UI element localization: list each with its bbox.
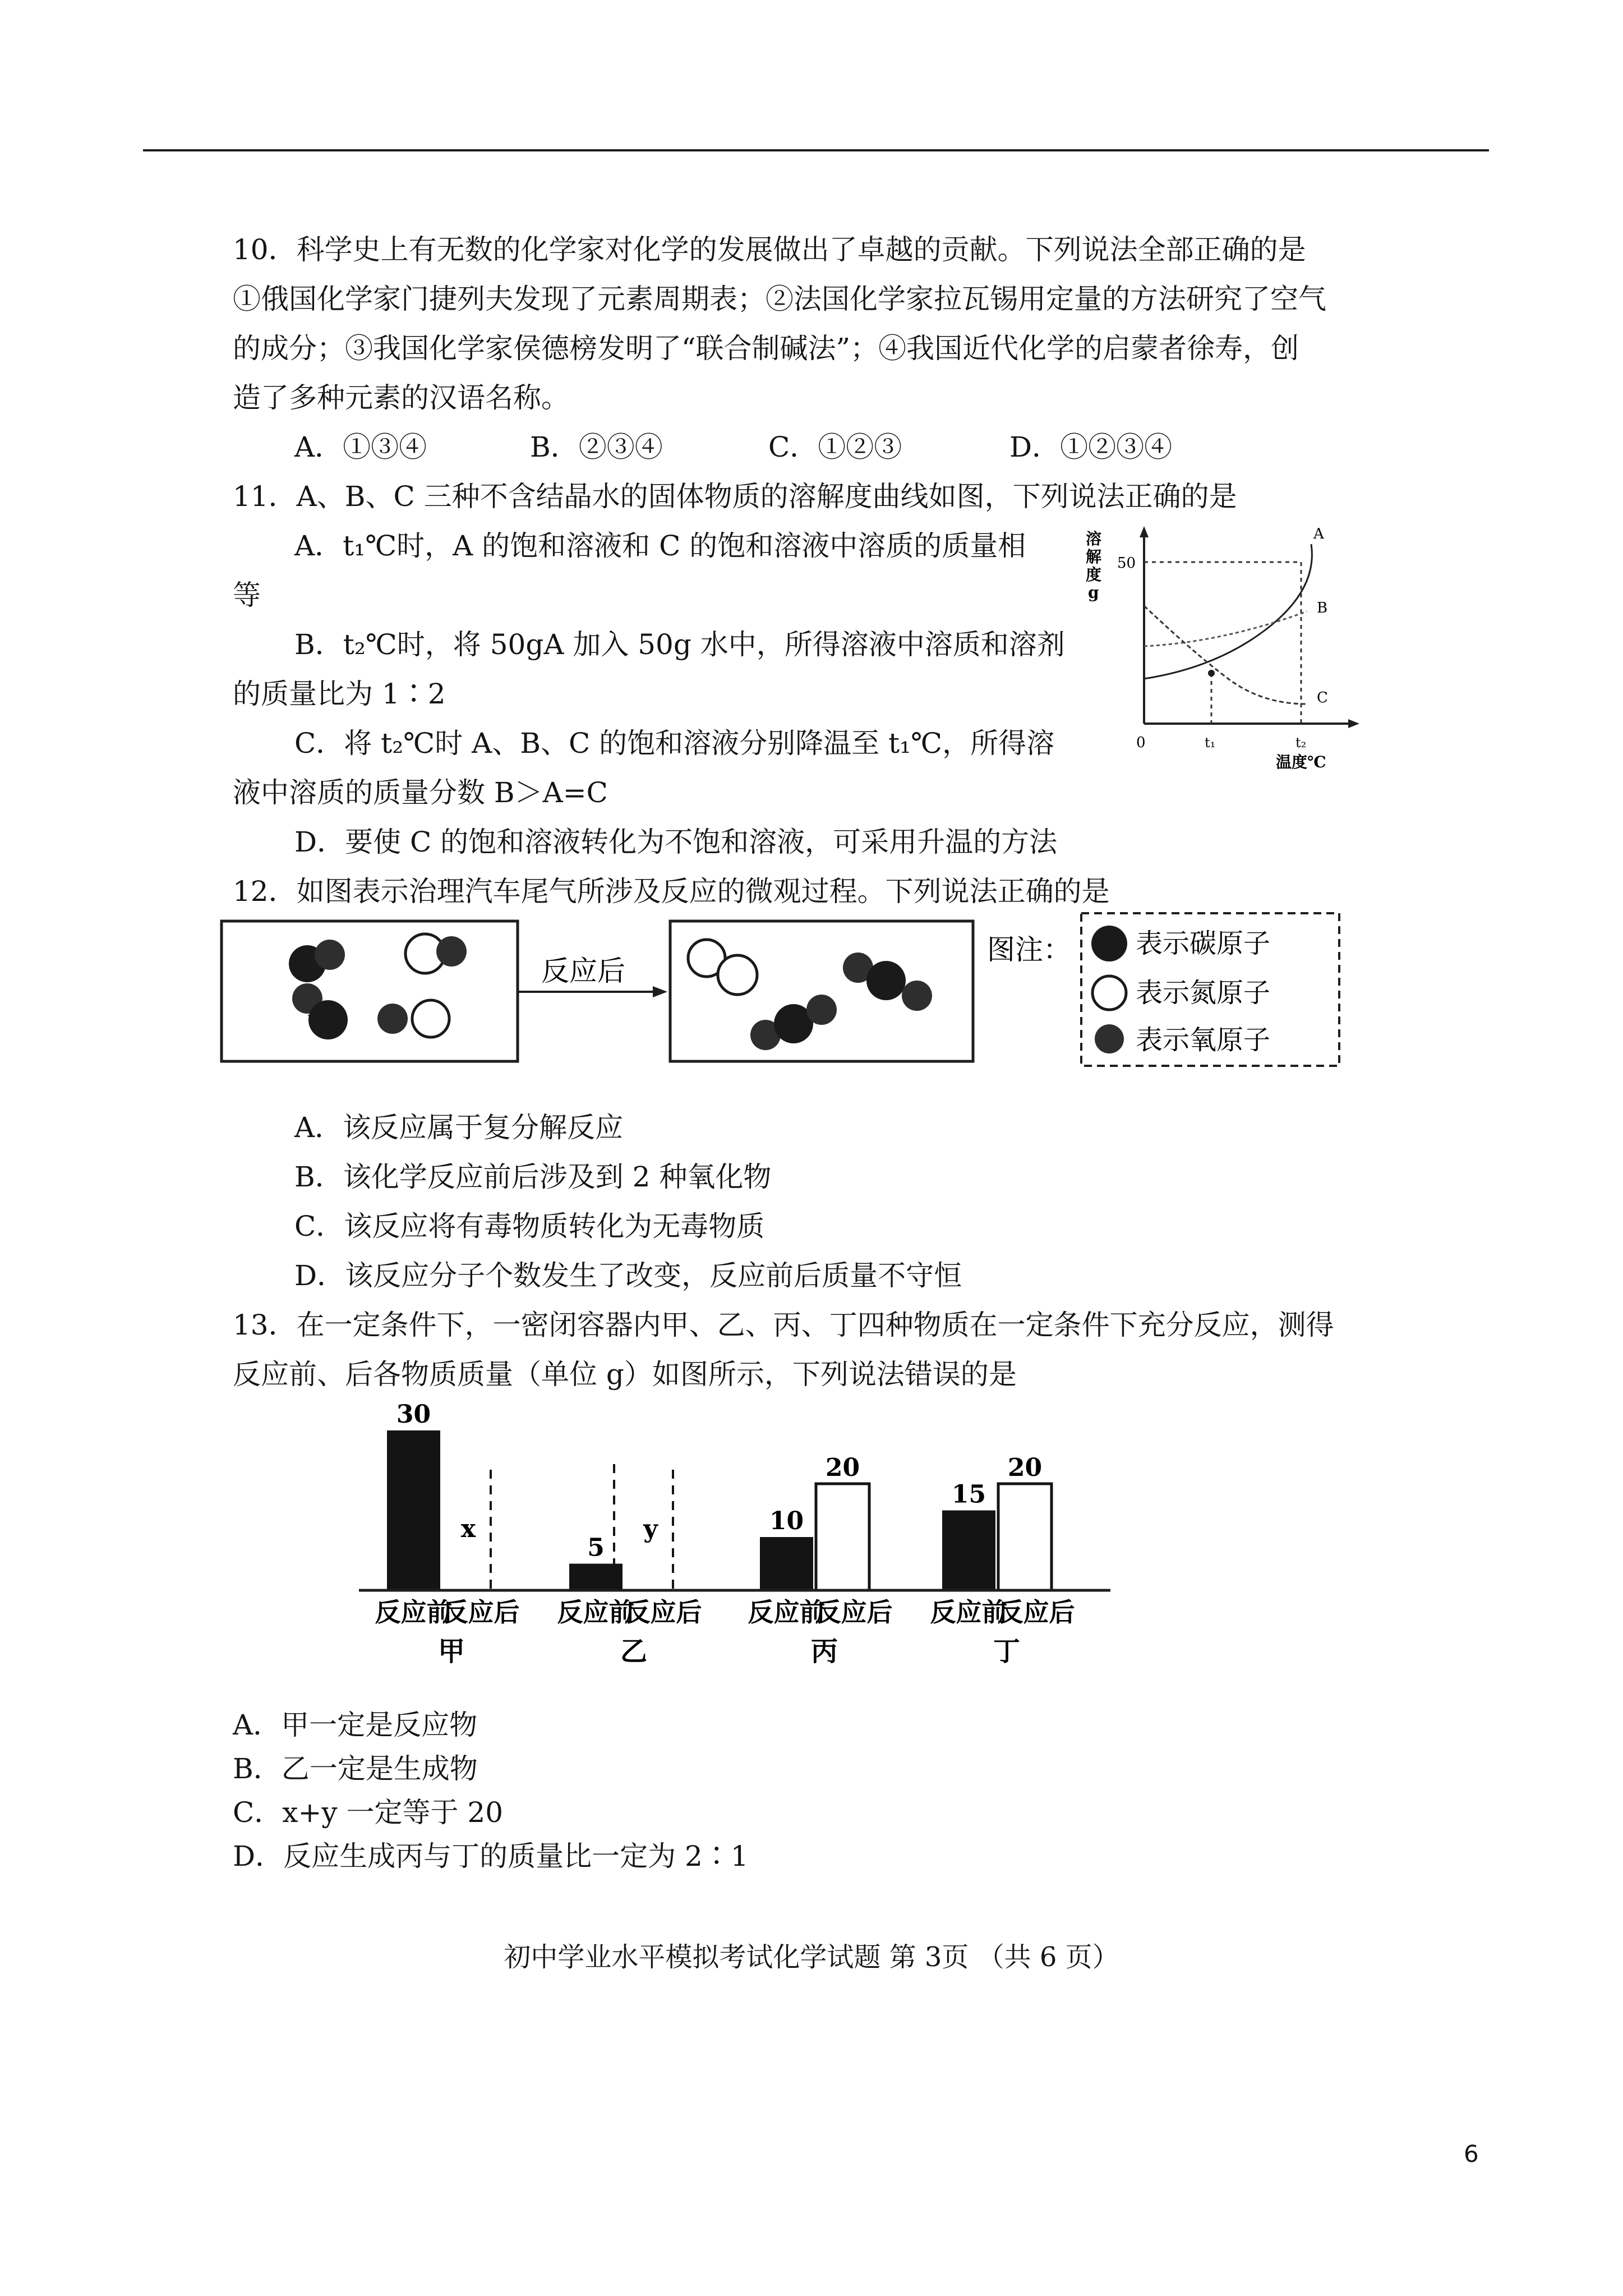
top-rule bbox=[143, 149, 1489, 151]
x-label-after-3: 反应后 bbox=[815, 1597, 893, 1627]
graph-y-tick-50: 50 bbox=[1117, 555, 1136, 572]
graph-ylabel-2: 解 bbox=[1086, 547, 1102, 566]
graph-ylabel-1: 溶 bbox=[1086, 530, 1102, 548]
spacer-dot bbox=[308, 1015, 309, 1016]
bar-before-label-4: 15 bbox=[951, 1480, 986, 1509]
no-oxygen-1 bbox=[436, 936, 467, 967]
category-label-3: 丙 bbox=[810, 1636, 838, 1667]
q11-option-d[interactable]: D．要使 C 的饱和溶液转化为不饱和溶液，可采用升温的方法 bbox=[294, 826, 1058, 858]
legend-nitrogen-swatch bbox=[1092, 976, 1126, 1010]
reaction-arrowhead bbox=[653, 986, 667, 997]
legend-carbon-swatch bbox=[1091, 926, 1127, 961]
bar-after-4 bbox=[998, 1484, 1052, 1590]
co2-carbon-1 bbox=[866, 961, 906, 1000]
bar-before-4 bbox=[942, 1511, 995, 1591]
q10-stem-line1: 10．科学史上有无数的化学家对化学的发展做出了卓越的贡献。下列说法全部正确的是 bbox=[233, 233, 1306, 266]
bar-after-label-2: y bbox=[643, 1515, 658, 1543]
q12-option-c[interactable]: C．该反应将有毒物质转化为无毒物质 bbox=[294, 1210, 765, 1243]
q10-option-a[interactable]: A．①③④ bbox=[294, 431, 427, 463]
q13-option-c[interactable]: C．x+y 一定等于 20 bbox=[233, 1796, 504, 1829]
arrow-label: 反应后 bbox=[541, 955, 625, 987]
bar-before-label-3: 10 bbox=[769, 1507, 804, 1535]
legend-title: 图注： bbox=[987, 933, 1071, 966]
q11-option-a[interactable]: A．t₁℃时，A 的饱和溶液和 C 的饱和溶液中溶质的质量相 bbox=[294, 530, 1026, 562]
co-oxygen-1 bbox=[315, 940, 345, 970]
q11-option-b[interactable]: B．t₂℃时，将 50gA 加入 50g 水中，所得溶液中溶质和溶剂 bbox=[294, 628, 1065, 661]
curve-c-label: C bbox=[1317, 689, 1328, 706]
bar-after-label-4: 20 bbox=[1007, 1453, 1043, 1482]
q10-option-b[interactable]: B．②③④ bbox=[530, 431, 663, 463]
bar-before-label-2: 5 bbox=[587, 1533, 605, 1562]
q10-option-c[interactable]: C．①②③ bbox=[768, 431, 902, 463]
graph-y-arrow bbox=[1140, 526, 1149, 537]
n2-atom-2 bbox=[718, 955, 757, 995]
q11-option-a-cont: 等 bbox=[233, 579, 261, 611]
legend-nitrogen-label: 表示氮原子 bbox=[1136, 977, 1271, 1009]
q13-option-d[interactable]: D．反应生成丙与丁的质量比一定为 2∶1 bbox=[233, 1840, 749, 1872]
x-label-after-2: 反应后 bbox=[624, 1597, 702, 1627]
co2-oxygen-2b bbox=[806, 995, 837, 1025]
bar-before-1 bbox=[387, 1430, 440, 1590]
curve-a bbox=[1144, 544, 1312, 679]
graph-t2-label: t₂ bbox=[1295, 735, 1307, 751]
solubility-graph bbox=[1082, 522, 1374, 780]
mass-bar-chart bbox=[336, 1397, 1133, 1677]
bar-after-label-1: x bbox=[460, 1515, 476, 1543]
x-label-before-2: 反应前 bbox=[557, 1597, 635, 1627]
q12-option-d[interactable]: D．该反应分子个数发生了改变，反应前后质量不守恒 bbox=[294, 1259, 962, 1292]
q13-option-b[interactable]: B．乙一定是生成物 bbox=[233, 1752, 478, 1785]
x-label-before-1: 反应前 bbox=[375, 1597, 453, 1627]
no-oxygen-2 bbox=[377, 1004, 408, 1034]
q11-stem: 11．A、B、C 三种不含结晶水的固体物质的溶解度曲线如图，下列说法正确的是 bbox=[233, 480, 1237, 513]
q12-option-b[interactable]: B．该化学反应前后涉及到 2 种氧化物 bbox=[294, 1161, 772, 1193]
curve-b-label: B bbox=[1317, 600, 1328, 616]
category-label-1: 甲 bbox=[437, 1636, 465, 1667]
curve-intersection-dot bbox=[1208, 670, 1215, 677]
legend-oxygen-swatch bbox=[1095, 1024, 1124, 1053]
q13-stem-line1: 13．在一定条件下，一密闭容器内甲、乙、丙、丁四种物质在一定条件下充分反应，测得 bbox=[233, 1309, 1334, 1341]
co-carbon-2 bbox=[308, 1000, 348, 1039]
curve-a-label: A bbox=[1313, 526, 1324, 542]
q13-stem-line2: 反应前、后各物质质量（单位 g）如图所示，下列说法错误的是 bbox=[233, 1358, 1017, 1391]
x-label-before-4: 反应前 bbox=[930, 1597, 1008, 1627]
q10-stem-line4: 造了多种元素的汉语名称。 bbox=[233, 381, 569, 414]
x-label-after-1: 反应后 bbox=[442, 1597, 520, 1627]
q10-stem-line3: 的成分；③我国化学家侯德榜发明了“联合制碱法”；④我国近代化学的启蒙者徐寿，创 bbox=[233, 332, 1299, 365]
q10-option-d[interactable]: D．①②③④ bbox=[1009, 431, 1173, 463]
legend-oxygen-label: 表示氧原子 bbox=[1136, 1024, 1271, 1056]
bar-before-label-1: 30 bbox=[396, 1400, 431, 1429]
graph-origin: 0 bbox=[1136, 734, 1146, 751]
q10-stem-line2: ①俄国化学家门捷列夫发现了元素周期表；②法国化学家拉瓦锡用定量的方法研究了空气 bbox=[233, 283, 1326, 315]
no-nitrogen-2 bbox=[412, 1000, 449, 1037]
graph-ylabel-4: g bbox=[1088, 583, 1099, 602]
x-label-after-4: 反应后 bbox=[997, 1597, 1075, 1627]
category-label-2: 乙 bbox=[620, 1636, 648, 1667]
q12-stem: 12．如图表示治理汽车尾气所涉及反应的微观过程。下列说法正确的是 bbox=[233, 875, 1110, 908]
graph-x-arrow bbox=[1348, 719, 1359, 728]
q11-option-c-cont: 液中溶质的质量分数 B＞A=C bbox=[233, 776, 608, 809]
page-number: 6 bbox=[1464, 2140, 1479, 2168]
graph-ylabel-3: 度 bbox=[1086, 565, 1102, 584]
q12-option-a[interactable]: A．该反应属于复分解反应 bbox=[294, 1111, 624, 1144]
page-footer: 初中学业水平模拟考试化学试题 第 3页 （共 6 页） bbox=[504, 1941, 1119, 1973]
graph-xlabel: 温度℃ bbox=[1276, 753, 1326, 771]
q11-option-c[interactable]: C．将 t₂℃时 A、B、C 的饱和溶液分别降温至 t₁℃，所得溶 bbox=[294, 727, 1055, 760]
q11-option-b-cont: 的质量比为 1∶2 bbox=[233, 678, 446, 710]
bar-after-label-3: 20 bbox=[825, 1453, 860, 1482]
q13-option-a[interactable]: A．甲一定是反应物 bbox=[233, 1709, 478, 1741]
legend-carbon-label: 表示碳原子 bbox=[1136, 928, 1271, 959]
reaction-diagram bbox=[213, 909, 1357, 1077]
x-label-before-3: 反应前 bbox=[748, 1597, 826, 1627]
bar-before-3 bbox=[760, 1537, 813, 1590]
before-box bbox=[222, 921, 518, 1061]
graph-t1-label: t₁ bbox=[1205, 735, 1216, 751]
category-label-4: 丁 bbox=[993, 1636, 1021, 1667]
co2-oxygen-1b bbox=[902, 981, 932, 1011]
bar-after-3 bbox=[816, 1484, 869, 1590]
